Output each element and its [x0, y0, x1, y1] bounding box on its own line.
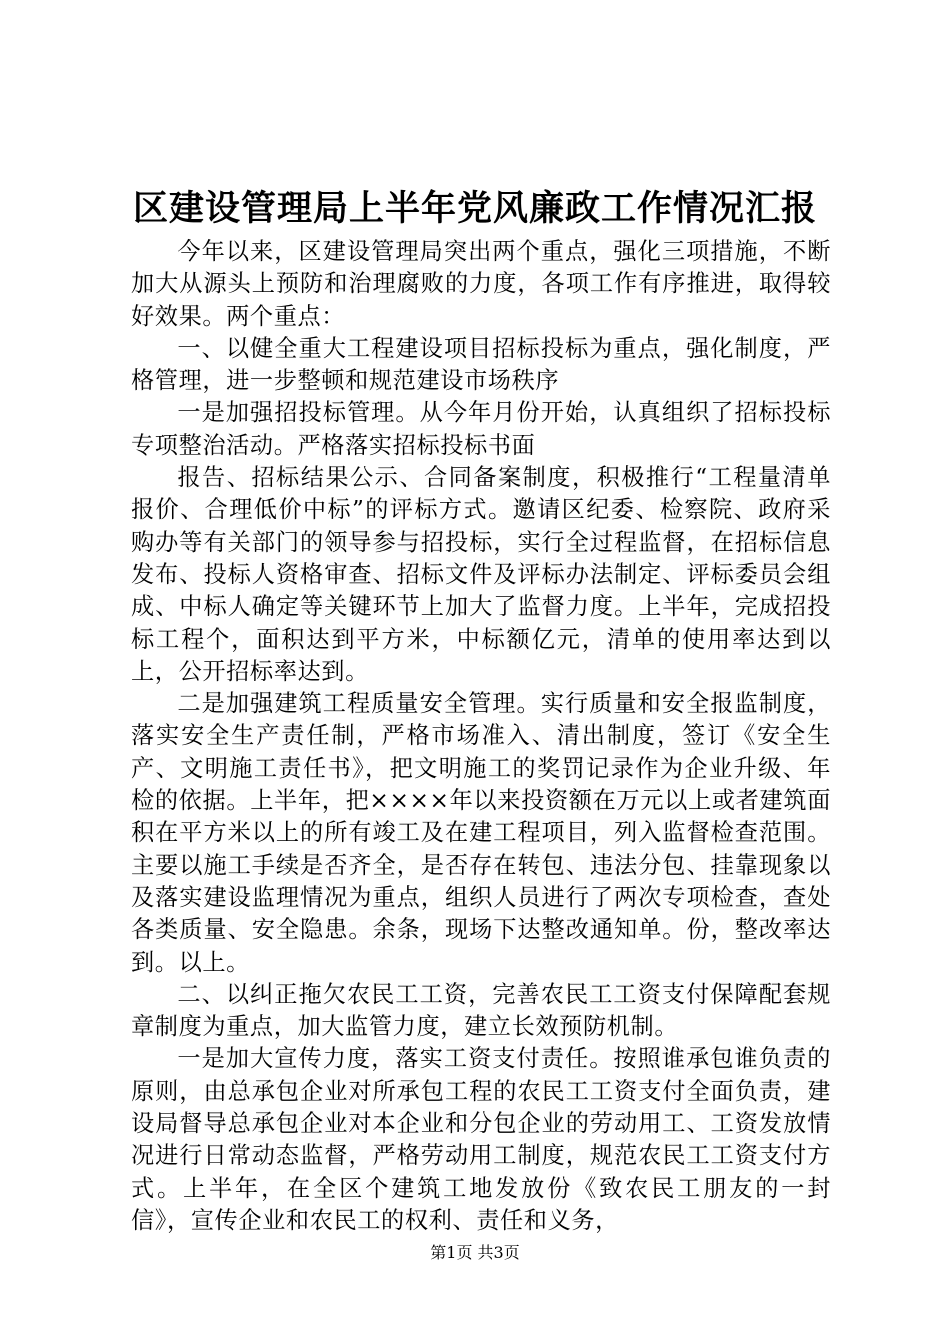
paragraph-section-2-heading: 二、以纠正拖欠农民工工资，完善农民工工资支付保障配套规章制度为重点，加大监管力度，建立长效预防机制。: [131, 980, 831, 1041]
paragraph-intro: 今年以来，区建设管理局突出两个重点，强化三项措施，不断加大从源头上预防和治理腐败的力度，各项工作有序推进，取得较好效果。两个重点：: [131, 238, 831, 330]
paragraph-item-2: 二是加强建筑工程质量安全管理。实行质量和安全报监制度，落实安全生产责任制，严格市场准入、清出制度，签订《安全生产、文明施工责任书》，把文明施工的奖罚记录作为企业升级、年检的依据。上半年，把××××年以来投资额在万元以上或者建筑面积在平方米以上的所有竣工及在建工程项目，列入监督检查范围。主要以施工手续是否齐全，是否存在转包、违法分包、挂靠现象以及落实建设监理情况为重点，组织人员进行了两次专项检查，查处各类质量、安全隐患。余条，现场下达整改通知单。份，整改率达到。以上。: [131, 690, 831, 976]
paragraph-item-1: 一是加强招投标管理。从今年月份开始，认真组织了招标投标专项整治活动。严格落实招标投标书面: [131, 399, 831, 459]
paragraph-section-1-heading: 一、以健全重大工程建设项目招标投标为重点，强化制度，严格管理，进一步整顿和规范建设市场秩序: [131, 334, 831, 395]
paragraph-section-2-item-1: 一是加大宣传力度，落实工资支付责任。按照谁承包谁负责的原则，由总承包企业对所承包工程的农民工工资支付全面负责，建设局督导总承包企业对本企业和分包企业的劳动用工、工资发放情况进行日常动态监督，严格劳动用工制度，规范农民工工资支付方式。上半年，在全区个建筑工地发放份《致农民工朋友的一封信》，宣传企业和农民工的权利、责任和义务，: [131, 1045, 831, 1234]
page-number-footer: 第1页 共3页: [430, 1243, 520, 1262]
document-body: [131, 236, 831, 1237]
paragraph-item-1-continued: 报告、招标结果公示、合同备案制度，积极推行“工程量清单报价、合理低价中标”的评标方式。邀请区纪委、检察院、政府采购办等有关部门的领导参与招投标，实行全过程监督，在招标信息发布、投标人资格审查、招标文件及评标办法制定、评标委员会组成、中标人确定等关键环节上加大了监督力度。上半年，完成招投标工程个，面积达到平方米，中标额亿元，清单的使用率达到以上，公开招标率达到。: [131, 464, 831, 685]
document-title: 区建设管理局上半年党风廉政工作情况汇报: [132, 188, 817, 229]
